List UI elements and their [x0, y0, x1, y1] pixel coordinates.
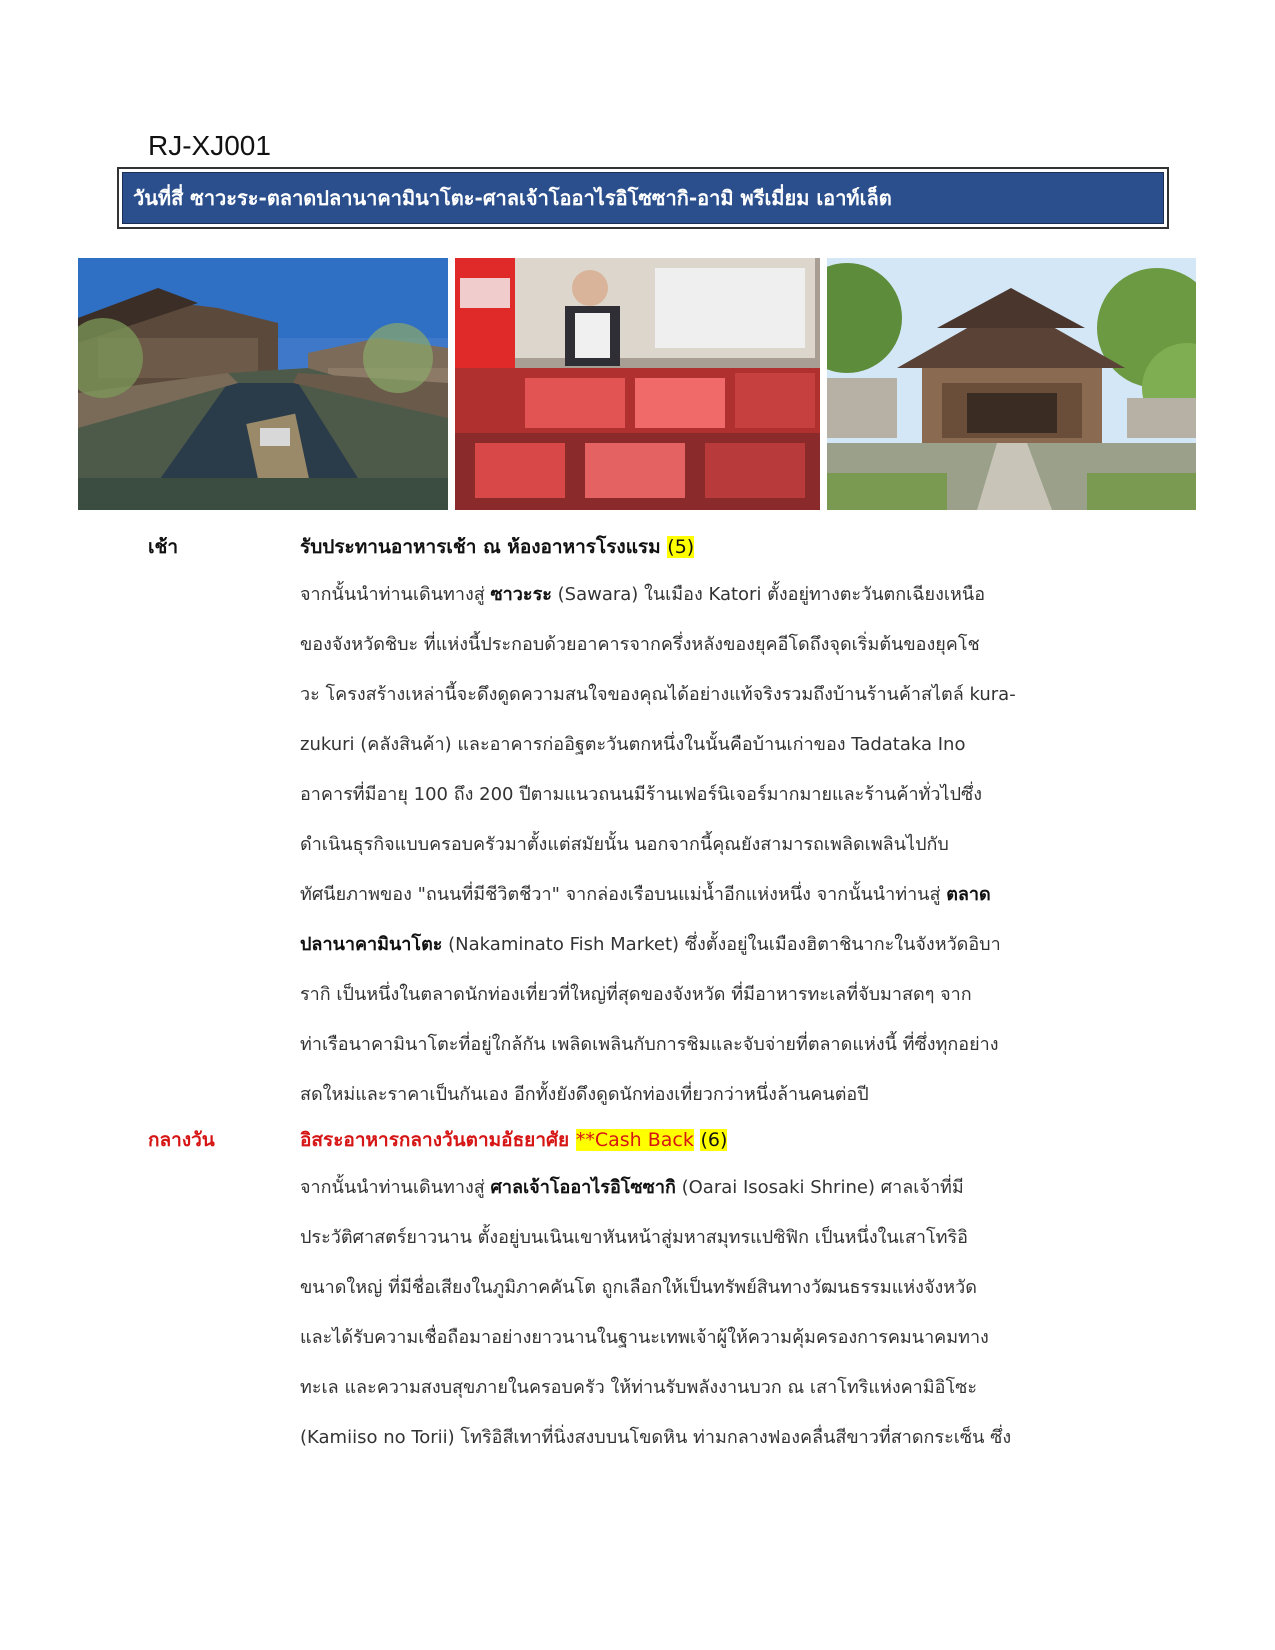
text-line: จากนั้นนำท่านเดินทางสู่ ศาลเจ้าโออาไรอิโซซากิ (Oarai Isosaki Shrine) ศาลเจ้าที่มี: [300, 1177, 964, 1198]
meal-title-morning: [300, 532, 694, 562]
text-line: ท่าเรือนาคามินาโตะที่อยู่ใกล้กัน เพลิดเพลินกับการชิมและจับจ่ายที่ตลาดแห่งนี้ ที่ซึ่งทุกอย่าง: [300, 1034, 999, 1055]
text-line: สดใหม่และราคาเป็นกันเอง อีกทั้งยังดึงดูดนักท่องเที่ยวกว่าหนึ่งล้านคนต่อปี: [300, 1084, 869, 1105]
text-line: อาคารที่มีอายุ 100 ถึง 200 ปีตามแนวถนนมีร้านเฟอร์นิเจอร์มากมายและร้านค้าทั่วไปซึ่ง: [300, 784, 983, 805]
midday-meal-note: (6): [700, 1129, 728, 1151]
day-title: วันที่สี่ ซาวะระ-ตลาดปลานาคามินาโตะ-ศาลเจ้าโออาไรอิโซซากิ-อามิ พรีเมี่ยม เอาท์เล็ต: [122, 172, 1164, 224]
text-line: ทัศนียภาพของ "ถนนที่มีชีวิตชีวา" จากล่องเรือบนแม่น้ำอีกแห่งหนึ่ง จากนั้นนำท่านสู่ ตลาด: [300, 884, 991, 905]
midday-title-text: อิสระอาหารกลางวันตามอัธยาศัย: [300, 1129, 570, 1151]
midday-description: [300, 1163, 1130, 1463]
photo-sawara-canal: [78, 258, 448, 510]
cashback-note: **Cash Back: [575, 1129, 694, 1151]
text-line: และได้รับความเชื่อถือมาอย่างยาวนานในฐานะเทพเจ้าผู้ให้ความคุ้มครองการคมนาคมทาง: [300, 1327, 989, 1348]
text-line: รากิ เป็นหนึ่งในตลาดนักท่องเที่ยวที่ใหญ่ที่สุดของจังหวัด ที่มีอาหารทะเลที่จับมาสดๆ จาก: [300, 984, 972, 1005]
text-line: วะ โครงสร้างเหล่านี้จะดึงดูดความสนใจของคุณได้อย่างแท้จริงรวมถึงบ้านร้านค้าสไตล์ kura-: [300, 684, 1016, 705]
morning-description: [300, 570, 1130, 1120]
text-line: zukuri (คลังสินค้า) และอาคารก่ออิฐตะวันตกหนึ่งในนั้นคือบ้านเก่าของ Tadataka Ino: [300, 734, 966, 755]
text-line: ดำเนินธุรกิจแบบครอบครัวมาตั้งแต่สมัยนั้น นอกจากนี้คุณยังสามารถเพลิดเพลินไปกับ: [300, 834, 949, 855]
text-line: ปลานาคามินาโตะ (Nakaminato Fish Market) ซึ่งตั้งอยู่ในเมืองฮิตาชินากะในจังหวัดอิบา: [300, 934, 1001, 955]
text-line: (Kamiiso no Torii) โทริอิสีเทาที่นิ่งสงบบนโขดหิน ท่ามกลางฟองคลื่นสีขาวที่สาดกระเซ็น ซึ่ง: [300, 1427, 1012, 1448]
meal-title-midday: [300, 1125, 727, 1155]
text-line: ของจังหวัดชิบะ ที่แห่งนี้ประกอบด้วยอาคารจากครึ่งหลังของยุคอีโดถึงจุดเริ่มต้นของยุคโช: [300, 634, 980, 655]
text-line: ทะเล และความสงบสุขภายในครอบครัว ให้ท่านรับพลังงานบวก ณ เสาโทริแห่งคามิอิโซะ: [300, 1377, 978, 1398]
photo-isosaki-shrine: [827, 258, 1196, 510]
day-banner: [117, 167, 1169, 229]
tour-code: RJ-XJ001: [148, 130, 271, 161]
morning-meal-note: (5): [667, 536, 695, 558]
meal-label-morning: เช้า: [148, 536, 179, 558]
meal-label-midday: กลางวัน: [148, 1129, 215, 1151]
text-line: ประวัติศาสตร์ยาวนาน ตั้งอยู่บนเนินเขาหันหน้าสู่มหาสมุทรแปซิฟิก เป็นหนึ่งในเสาโทริอิ: [300, 1227, 968, 1248]
text-line: จากนั้นนำท่านเดินทางสู่ ซาวะระ (Sawara) ในเมือง Katori ตั้งอยู่ทางตะวันตกเฉียงเหนือ: [300, 584, 986, 605]
text-line: ขนาดใหญ่ ที่มีชื่อเสียงในภูมิภาคคันโต ถูกเลือกให้เป็นทรัพย์สินทางวัฒนธรรมแห่งจังหวัด: [300, 1277, 977, 1298]
photo-fish-market: [455, 258, 820, 510]
morning-title-text: รับประทานอาหารเช้า ณ ห้องอาหารโรงแรม: [300, 536, 661, 558]
